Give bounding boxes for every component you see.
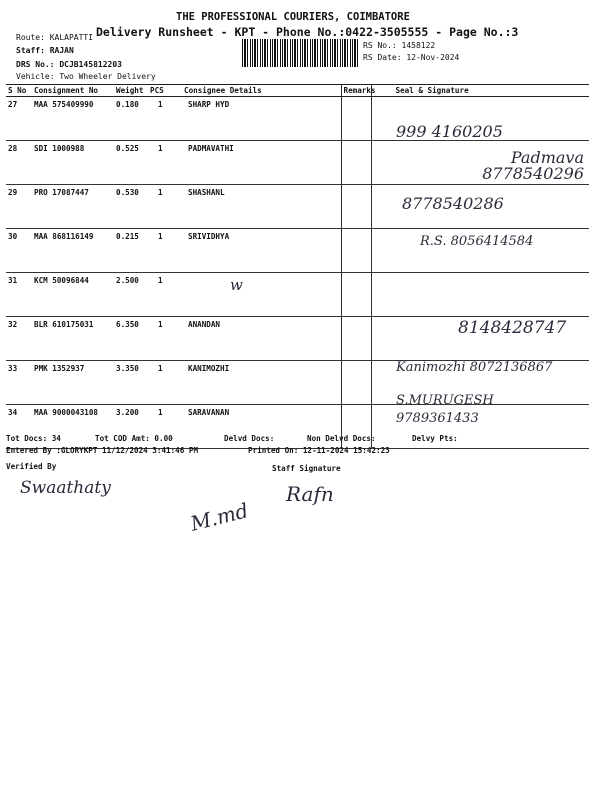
pcs: 1 — [148, 141, 182, 185]
barcode — [242, 39, 360, 67]
consignment-no: KCM 50096844 — [32, 273, 114, 317]
consignee: PADMAVATHI — [182, 141, 341, 185]
col-pcs: PCS — [148, 85, 182, 97]
consignee — [182, 273, 341, 317]
consignee: SARAVANAN — [182, 405, 341, 449]
weight: 3.200 — [114, 405, 148, 449]
pcs: 1 — [148, 97, 182, 141]
staff-signature: Rafn — [286, 482, 334, 506]
weight: 0.525 — [114, 141, 148, 185]
remarks — [341, 185, 371, 229]
sno: 31 — [6, 273, 32, 317]
route-label: Route: KALAPATTI — [16, 33, 94, 42]
row-27-signature: 999 4160205 — [396, 122, 503, 141]
table-row — [6, 273, 589, 317]
row-32-signature: 8148428747 — [458, 318, 567, 338]
row-33-signature: Kanimozhi 8072136867 — [396, 360, 553, 375]
rs-date: RS Date: 12-Nov-2024 — [363, 53, 460, 62]
weight: 0.180 — [114, 97, 148, 141]
sno: 28 — [6, 141, 32, 185]
remarks — [341, 317, 371, 361]
weight: 0.215 — [114, 229, 148, 273]
staff-signature-label: Staff Signature — [272, 464, 341, 473]
weight: 2.500 — [114, 273, 148, 317]
col-consignment: Consignment No — [32, 85, 114, 97]
sno: 33 — [6, 361, 32, 405]
drs-number: DRS No.: DCJB145812203 — [16, 60, 122, 69]
consignee: ANANDAN — [182, 317, 341, 361]
consignment-no: MAA 868116149 — [32, 229, 114, 273]
delivered-docs: Delvd Docs: — [224, 434, 275, 443]
verified-by-label: Verified By — [6, 462, 57, 471]
sno: 30 — [6, 229, 32, 273]
consignment-no: PMK 1352937 — [32, 361, 114, 405]
seal-signature — [371, 273, 589, 317]
col-signature: Seal & Signature — [371, 85, 589, 97]
verified-by-signature: Swaathaty — [20, 478, 111, 498]
consignee: KANIMOZHI — [182, 361, 341, 405]
sno: 29 — [6, 185, 32, 229]
remarks — [341, 141, 371, 185]
remarks — [341, 229, 371, 273]
col-weight: Weight — [114, 85, 148, 97]
sno: 32 — [6, 317, 32, 361]
entered-by: Entered By :GLORYKPT 11/12/2024 3:41:46 PM — [6, 446, 199, 455]
pcs: 1 — [148, 273, 182, 317]
staff-label: Staff: RAJAN — [16, 46, 74, 55]
total-cod-amount: Tot COD Amt: 0.00 — [95, 434, 173, 443]
row-29-signature: 8778540286 — [402, 194, 504, 213]
remarks — [341, 97, 371, 141]
company-title: THE PROFESSIONAL COURIERS, COIMBATORE — [176, 11, 410, 23]
consignee: SHASHANL — [182, 185, 341, 229]
consignment-no: SDI 1000988 — [32, 141, 114, 185]
col-sno: S No — [6, 85, 32, 97]
pcs: 1 — [148, 185, 182, 229]
pcs: 1 — [148, 317, 182, 361]
vehicle-label: Vehicle: Two Wheeler Delivery — [16, 72, 156, 81]
consignment-no: PRO 17087447 — [32, 185, 114, 229]
printed-on: Printed On: 12-11-2024 15:42:23 — [248, 446, 390, 455]
consignment-no: MAA 575409990 — [32, 97, 114, 141]
runsheet-subtitle: Delivery Runsheet - KPT - Phone No.:0422-3505555 - Page No.:3 — [96, 25, 519, 39]
row-28-signature: Padmava 8778540296 — [482, 148, 584, 183]
row-30-signature: R.S. 8056414584 — [420, 234, 534, 249]
pcs: 1 — [148, 361, 182, 405]
col-remarks: Remarks — [341, 85, 371, 97]
row-31-mark: w — [230, 276, 243, 294]
col-consignee: Consignee Details — [182, 85, 341, 97]
remarks — [341, 361, 371, 405]
delivery-points: Delvy Pts: — [412, 434, 458, 443]
sno: 27 — [6, 97, 32, 141]
pcs: 1 — [148, 405, 182, 449]
rs-number: RS No.: 1458122 — [363, 41, 436, 50]
consignee: SRIVIDHYA — [182, 229, 341, 273]
table-header-row — [6, 85, 589, 97]
weight: 3.350 — [114, 361, 148, 405]
middle-signature: M.md — [187, 498, 251, 536]
consignment-no: BLR 610175031 — [32, 317, 114, 361]
non-delivered-docs: Non Delvd Docs: — [307, 434, 376, 443]
pcs: 1 — [148, 229, 182, 273]
consignment-no: MAA 9000043108 — [32, 405, 114, 449]
consignee: SHARP HYD — [182, 97, 341, 141]
remarks — [341, 273, 371, 317]
total-docs: Tot Docs: 34 — [6, 434, 61, 443]
row-34-signature: S.MURUGESH 9789361433 — [396, 393, 494, 426]
weight: 0.530 — [114, 185, 148, 229]
sno: 34 — [6, 405, 32, 449]
weight: 6.350 — [114, 317, 148, 361]
